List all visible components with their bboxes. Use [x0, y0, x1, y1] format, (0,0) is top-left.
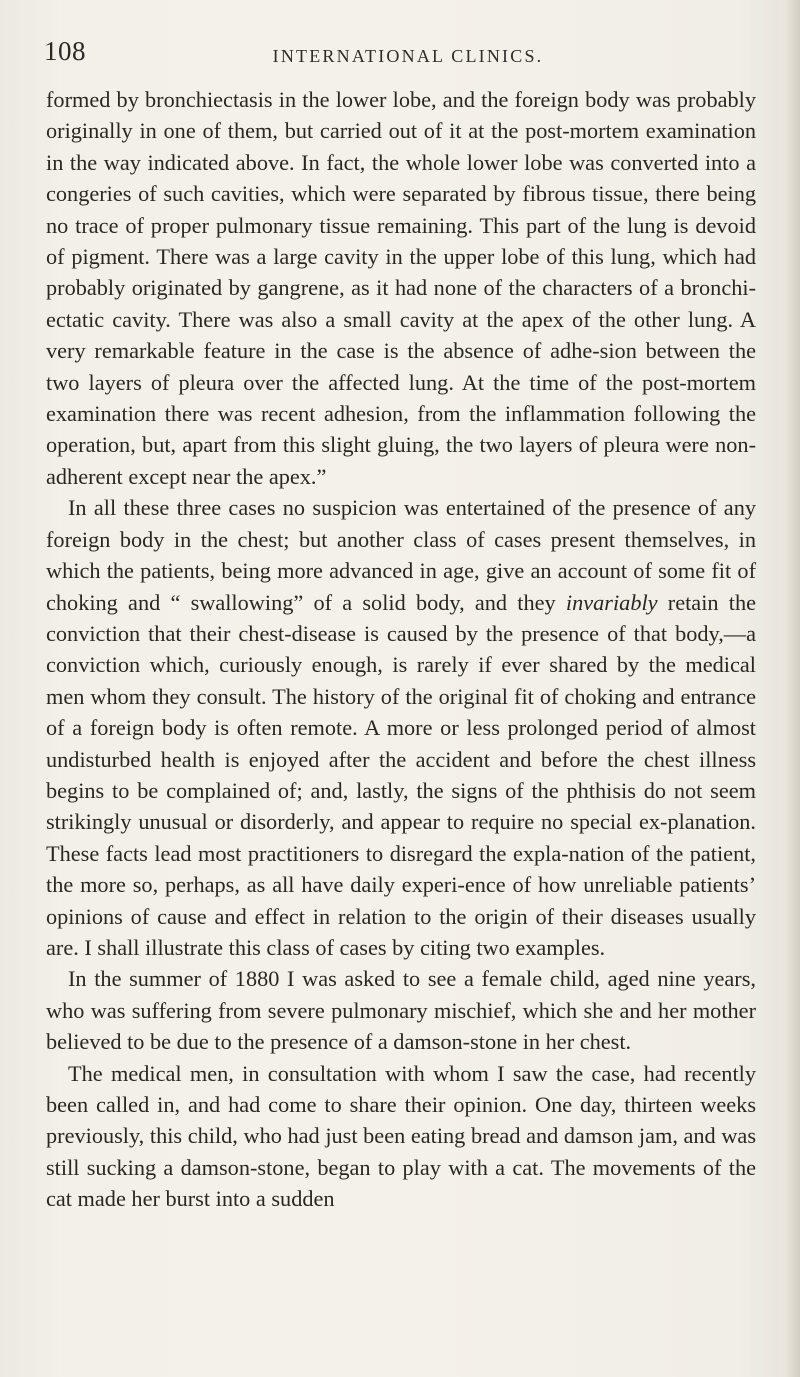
- page-number: 108: [44, 36, 86, 66]
- paragraph-2-part-1: In all these three cases no suspicion was entertained of the presence of any foreign body in the chest; but another class of cases present themselves, in which the patients, being more advanced in age, give an account of some fit of choking and “ swallowing” of a solid body, and they: [46, 495, 756, 615]
- emphasized-word: invariably: [565, 589, 658, 615]
- running-head: INTERNATIONAL CLINICS.: [272, 46, 544, 66]
- paragraph-2-part-2: retain the conviction that their chest-disease is caused by the presence of that body,—a conviction which, curiously enough, is rarely if ever shared by the medical men whom they consult. The history of the original fit of choking and entrance of a foreign body is often remote. A more or less prolonged period of almost undisturbed health is enjoyed after the accident and before the chest illness begins to be complained of; and, lastly, the signs of the phthisis do not seem strikingly unusual or disorderly, and appear to require no special ex-planation. These facts lead most practitioners to disregard the expla-nation of the patient, the more so, perhaps, as all have daily experi-ence of how unreliable patients’ opinions of cause and effect in relation to the origin of their diseases usually are. I shall illustrate this class of cases by citing two examples.: [46, 589, 756, 960]
- page-edge-shadow: [786, 0, 800, 1377]
- paragraph-4: The medical men, in consultation with whom I saw the case, had recently been called in, and had come to share their opinion. One day, thirteen weeks previously, this child, who had just been eating bread and damson jam, and was still sucking a damson-stone, began to play with a cat. The movements of the cat made her burst into a sudden: [46, 1060, 756, 1212]
- body-text: [46, 84, 756, 1215]
- paragraph-3: In the summer of 1880 I was asked to see a female child, aged nine years, who was suffering from severe pulmonary mischief, which she and her mother believed to be due to the presence of a damson-stone in her chest.: [46, 966, 756, 1055]
- page-header: [44, 36, 756, 76]
- paragraph-2: [46, 492, 756, 963]
- paragraph-1: formed by bronchiectasis in the lower lobe, and the foreign body was probably originally in one of them, but carried out of it at the post-mortem examination in the way indicated above. In fact, the whole lower lobe was converted into a congeries of such cavities, which were separated by fibrous tissue, there being no trace of proper pulmonary tissue remaining. This part of the lung is devoid of pigment. There was a large cavity in the upper lobe of this lung, which had probably originated by gangrene, as it had none of the characters of a bronchi-ectatic cavity. There was also a small cavity at the apex of the other lung. A very remarkable feature in the case is the absence of adhe-sion between the two layers of pleura over the affected lung. At the time of the post-mortem examination there was recent adhesion, from the inflammation following the operation, but, apart from this slight gluing, the two layers of pleura were non-adherent except near the apex.”: [46, 87, 756, 489]
